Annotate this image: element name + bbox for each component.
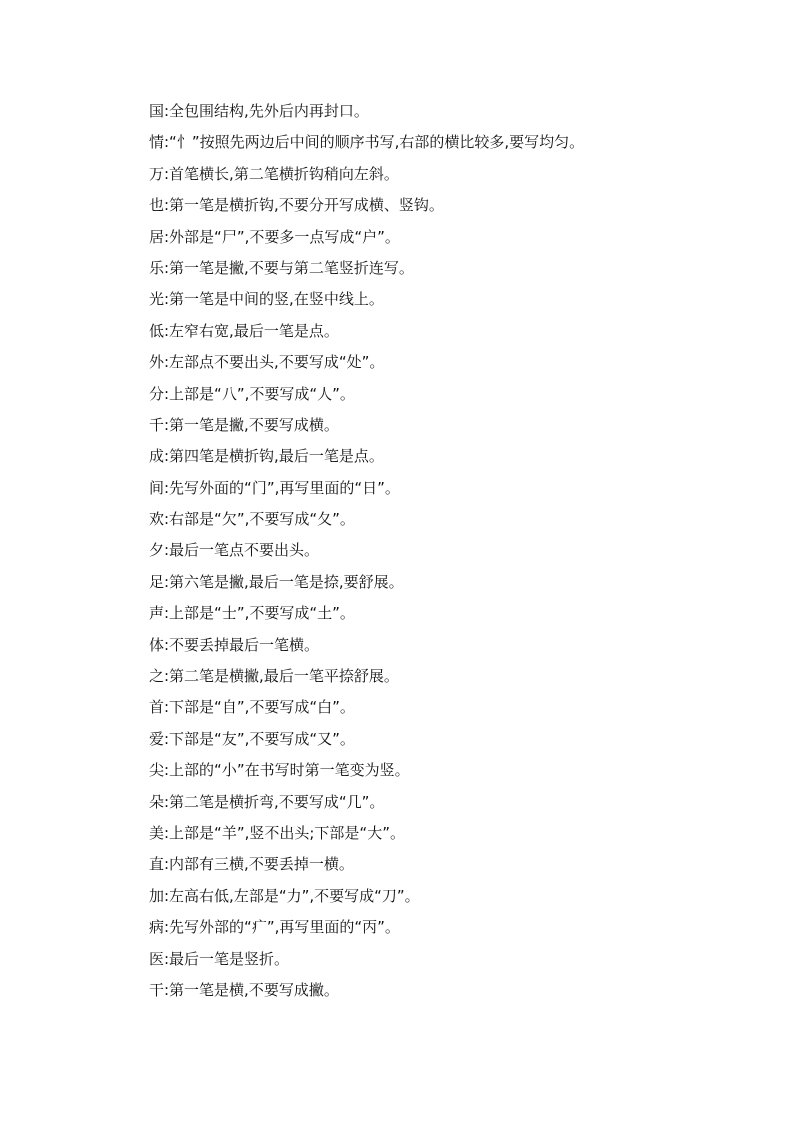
note-line: 欢:右部是“欠”,不要写成“夂”。 (149, 510, 355, 529)
note-line: 夕:最后一笔点不要出头。 (149, 541, 320, 560)
note-line: 光:第一笔是中间的竖,在竖中线上。 (149, 290, 384, 309)
note-line: 分:上部是“八”,不要写成“人”。 (149, 384, 355, 403)
note-line: 足:第六笔是撇,最后一笔是捺,要舒展。 (149, 572, 404, 591)
note-line: 成:第四笔是横折钩,最后一笔是点。 (149, 447, 384, 466)
note-line: 万:首笔横长,第二笔横折钩稍向左斜。 (149, 164, 399, 183)
note-line: 也:第一笔是横折钩,不要分开写成横、竖钩。 (149, 196, 444, 215)
note-line: 干:第一笔是横,不要写成撇。 (149, 980, 339, 999)
note-line: 之:第二笔是横撇,最后一笔平捺舒展。 (149, 667, 399, 686)
note-line: 声:上部是“士”,不要写成“土”。 (149, 604, 355, 623)
note-line: 居:外部是“尸”,不要多一点写成“户”。 (149, 227, 400, 246)
notes-list (149, 96, 749, 1006)
note-line: 情:“忄”按照先两边后中间的顺序书写,右部的横比较多,要写均匀。 (149, 133, 585, 152)
note-line: 加:左高右低,左部是“力”,不要写成“刀”。 (149, 886, 420, 905)
note-line: 尖:上部的“小”在书写时第一笔变为竖。 (149, 761, 410, 780)
note-line: 医:最后一笔是竖折。 (149, 949, 290, 968)
note-line: 爱:下部是“友”,不要写成“又”。 (149, 729, 355, 748)
note-line: 国:全包围结构,先外后内再封口。 (149, 102, 369, 120)
note-line: 美:上部是“羊”,竖不出头;下部是“大”。 (149, 823, 405, 842)
note-line: 体:不要丢掉最后一笔横。 (149, 635, 320, 654)
note-line: 朵:第二笔是横折弯,不要写成“几”。 (149, 792, 385, 811)
note-line: 直:内部有三横,不要丢掉一横。 (149, 855, 354, 874)
note-line: 间:先写外面的“门”,再写里面的“日”。 (149, 478, 400, 497)
note-line: 低:左窄右宽,最后一笔是点。 (149, 321, 339, 340)
note-line: 千:第一笔是撇,不要写成横。 (149, 415, 339, 434)
note-line: 病:先写外部的“疒”,再写里面的“丙”。 (149, 918, 400, 937)
note-line: 首:下部是“自”,不要写成“白”。 (149, 698, 355, 717)
note-line: 乐:第一笔是撇,不要与第二笔竖折连写。 (149, 258, 414, 277)
note-line: 外:左部点不要出头,不要写成“处”。 (149, 353, 385, 372)
